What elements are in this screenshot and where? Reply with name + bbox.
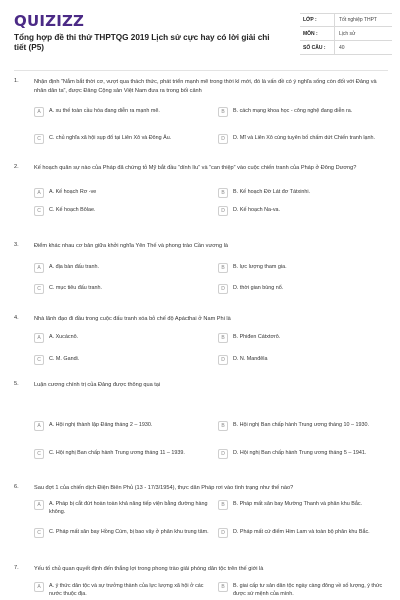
page-title: Tổng hợp đề thi thử THPTQG 2019 Lịch sử cực hay có lời giải chi tiết (P5) — [14, 33, 270, 53]
meta-key: SỐ CÂU : — [303, 44, 326, 51]
option-text: B. lực lượng tham gia. — [233, 264, 287, 270]
question-text: Sau đợt 1 của chiến dịch Điện Biên Phủ (13 - 17/3/1954), thực dân Pháp rơi vào tình trạng như thế nào? — [34, 485, 294, 491]
option-letter: C — [34, 206, 44, 216]
option-text: B. giai cấp tư sản dân tộc ngày càng đông về số lượng, ý thức được sứ mệnh của mình. — [233, 583, 383, 597]
question-number: 2. — [14, 164, 19, 170]
option-text: A. Kế hoạch Rơ -ve — [49, 189, 97, 195]
option-letter: A — [34, 107, 44, 117]
quizizz-logo: QUIZIZZ — [14, 12, 85, 30]
option-letter: B — [218, 500, 228, 510]
option-text: B. Hội nghị Ban chấp hành Trung ương tháng 10 – 1930. — [233, 422, 370, 428]
question-number: 6. — [14, 484, 19, 490]
question-number: 7. — [14, 565, 19, 571]
option-letter: C — [34, 284, 44, 294]
option-text: B. cách mạng khoa học - công nghệ đang diễn ra. — [233, 108, 353, 114]
question-number: 5. — [14, 381, 19, 387]
option-text: D. Pháp mất cứ điểm Him Lam và toàn bộ phân khu Bắc. — [233, 529, 370, 535]
option-letter: D — [218, 355, 228, 365]
option-letter: D — [218, 528, 228, 538]
option-text: C. mục tiêu đấu tranh. — [49, 285, 103, 291]
meta-row-count — [300, 41, 392, 55]
option-letter: C — [34, 449, 44, 459]
option-text: A. Hội nghị thành lập Đảng tháng 2 – 1930. — [49, 422, 153, 428]
option-letter: C — [34, 134, 44, 144]
option-letter: C — [34, 528, 44, 538]
option-letter: A — [34, 500, 44, 510]
option-letter: A — [34, 188, 44, 198]
option-letter: B — [218, 421, 228, 431]
option-text: D. Hội nghị Ban chấp hành Trung ương tháng 5 – 1941. — [233, 450, 367, 456]
option-letter: B — [218, 263, 228, 273]
question-text: Nhà lãnh đạo đi đầu trong cuộc đấu tranh xóa bỏ chế độ Apácthai ở Nam Phi là — [34, 316, 231, 322]
question-number: 4. — [14, 315, 19, 321]
option-letter: B — [218, 333, 228, 343]
option-letter: D — [218, 449, 228, 459]
option-letter: C — [34, 355, 44, 365]
option-text: D. N. Manđêla — [233, 356, 268, 362]
meta-value: Tốt nghiệp THPT — [334, 14, 392, 26]
question-text: Yếu tố chủ quan quyết định đến thắng lợi trong phong trào giải phóng dân tộc trên thế giới là — [34, 566, 264, 572]
option-text: C. M. Gandi. — [49, 356, 80, 362]
option-text: A. xu thế toàn cầu hóa đang diễn ra mạnh mẽ. — [49, 108, 160, 114]
page-header — [0, 0, 400, 70]
meta-value: 40 — [334, 41, 392, 54]
option-letter: D — [218, 134, 228, 144]
meta-row-class — [300, 13, 392, 27]
option-text: D. Mĩ và Liên Xô cùng tuyên bố chấm dứt Chiến tranh lạnh. — [233, 135, 376, 141]
option-letter: D — [218, 284, 228, 294]
question-text: Luận cương chính trị của Đảng được thông qua tại — [34, 382, 161, 388]
option-text: C. Kế hoạch Bôlae. — [49, 207, 96, 213]
question-number: 3. — [14, 242, 19, 248]
option-text: A. Pháp bị cắt đứt hoàn toàn khả năng tiếp viện bằng đường hàng không. — [49, 501, 208, 515]
option-letter: A — [34, 582, 44, 592]
question-text: Nhận định “Nắm bắt thời cơ, vượt qua thách thức, phát triển mạnh mẽ trong thời kì mới, đó là vấn đề có ý nghĩa sống còn đối với Đảng và nhân dân ta”, được Đảng Cộng sản Việt Nam đưa ra trong bối cảnh — [34, 79, 377, 94]
header-divider — [14, 70, 388, 71]
meta-key: MÔN : — [303, 30, 318, 37]
option-letter: B — [218, 107, 228, 117]
meta-table — [300, 13, 392, 55]
option-text: A. Xucácnô. — [49, 334, 79, 340]
meta-row-subject — [300, 27, 392, 41]
option-letter: A — [34, 263, 44, 273]
option-text: B. Kế hoạch Đờ Lát đơ Tátxinhi. — [233, 189, 311, 195]
option-text: C. Pháp mất sân bay Hồng Cúm, bị bao vây ở phân khu trung tâm. — [49, 529, 209, 535]
option-letter: A — [34, 333, 44, 343]
option-text: B. Pháp mất sân bay Mường Thanh và phân khu Bắc. — [233, 501, 363, 507]
option-letter: D — [218, 206, 228, 216]
option-text: A. ý thức dân tộc và sự trưởng thành của lực lượng xã hội ở các nước thuộc địa. — [49, 583, 204, 597]
meta-key: LỚP : — [303, 17, 317, 23]
option-text: C. Hội nghị Ban chấp hành Trung ương tháng 11 – 1939. — [49, 450, 185, 456]
question-text: Điểm khác nhau cơ bản giữa khởi nghĩa Yên Thế và phong trào Cần vương là — [34, 243, 228, 249]
option-letter: A — [34, 421, 44, 431]
option-text: C. chủ nghĩa xã hội sụp đổ tại Liên Xô và Đông Âu. — [49, 135, 172, 141]
option-text: B. Phiđen Cátxtơrô. — [233, 334, 281, 340]
question-text: Kế hoạch quân sự nào của Pháp đã chứng tỏ Mỹ bắt đầu “dính líu” và “can thiệp” vào cuộc chiến tranh của Pháp ở Đông Dương? — [34, 165, 357, 171]
option-letter: B — [218, 188, 228, 198]
option-text: A. địa bàn đấu tranh. — [49, 264, 100, 270]
question-number: 1. — [14, 78, 19, 84]
meta-value: Lịch sử — [334, 27, 392, 40]
option-text: D. Kế hoạch Na-va. — [233, 207, 281, 213]
option-letter: B — [218, 582, 228, 592]
option-text: D. thời gian bùng nổ. — [233, 285, 284, 291]
